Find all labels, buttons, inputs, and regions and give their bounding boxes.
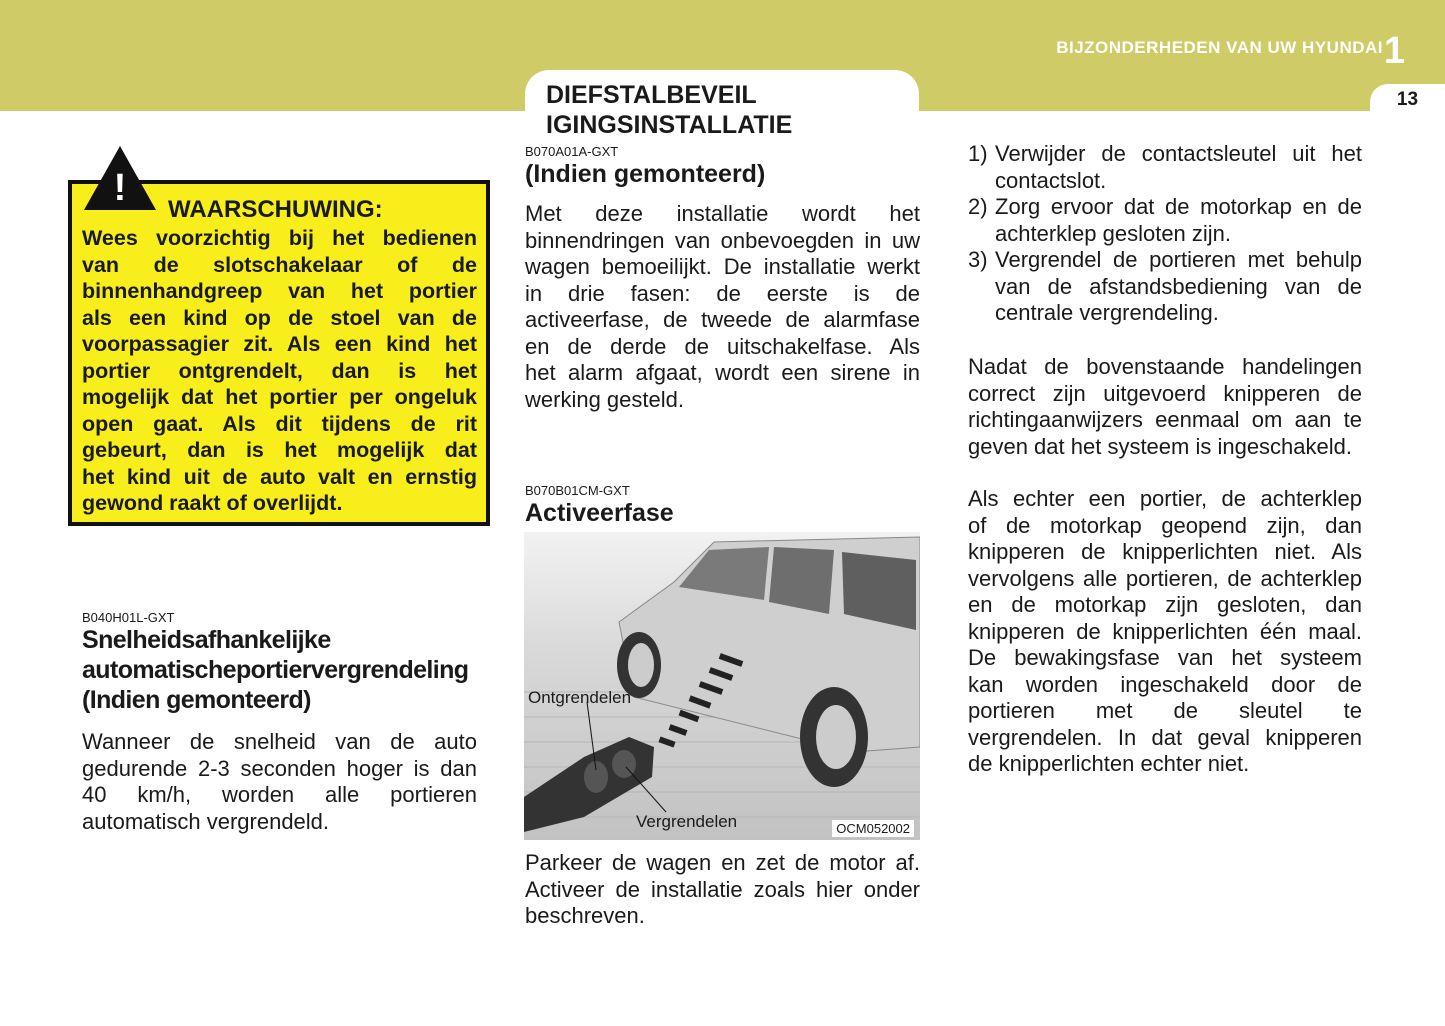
text-line: achterklep gesloten zijn. — [995, 220, 1232, 246]
list-number: 2) — [968, 194, 988, 219]
confirmation-text — [968, 354, 1362, 460]
text-line: portieren met de sleutel te — [968, 698, 1362, 723]
text-line: van de slotschakelaar of de — [82, 252, 477, 277]
text-line: Met deze installatie wordt het — [525, 201, 920, 226]
text-line: Parkeer de wagen en zet de motor af. — [525, 850, 920, 875]
text-line: Wanneer de snelheid van de auto — [82, 729, 477, 754]
list-number: 3) — [968, 247, 988, 272]
list-text — [995, 194, 1362, 247]
list-item — [968, 141, 1362, 194]
text-line: Zorg ervoor dat de motorkap en de — [995, 194, 1362, 219]
text-line: geven dat het systeem is ingeschakeld. — [968, 433, 1353, 459]
text-line: Verwijder de contactsleutel uit het — [995, 141, 1362, 166]
exception-text — [968, 486, 1362, 778]
text-line: de knipperlichten echter niet. — [968, 751, 1250, 776]
text-line: mogelijk dat het portier per ongeluk — [82, 385, 477, 409]
text-line: automatisch vergrendeld. — [82, 808, 330, 834]
installed-title: (Indien gemonteerd) — [525, 160, 766, 188]
section-code: B070A01A-GXT — [525, 144, 619, 159]
page-number: 13 — [1370, 84, 1445, 111]
title-line: (Indien gemonteerd) — [82, 686, 311, 714]
list-number: 1) — [968, 141, 988, 166]
text-line: Als echter een portier, de achterklep — [968, 486, 1362, 511]
section-code: B070B01CM-GXT — [525, 483, 630, 498]
speed-lock-text — [82, 729, 477, 835]
text-line: gewond raakt of overlijdt. — [82, 491, 343, 515]
text-line: of de motorkap geopend zijn, dan — [968, 512, 1362, 538]
text-line: knipperen de knipperlichten niet. Als — [968, 539, 1362, 564]
text-line: open gaat. Als dit tijdens de rit — [82, 411, 477, 436]
text-line: correct zijn uitgevoerd knipperen de — [968, 380, 1362, 406]
text-line: portier ontgrendelt, dan is het — [82, 358, 477, 383]
text-line: vervolgens alle portieren, de achterklep — [968, 565, 1362, 591]
text-line: activeerfase, de tweede de alarmfase — [525, 307, 920, 332]
text-line: Activeer de installatie zoals hier onder — [525, 876, 920, 902]
warning-title: WAARSCHUWING: — [168, 196, 383, 223]
title-line: automatischeportiervergrendeling — [82, 656, 469, 684]
text-line: Nadat de bovenstaande handelingen — [968, 354, 1362, 379]
list-text — [995, 141, 1362, 194]
text-line: van de afstandsbediening van de — [995, 273, 1362, 299]
text-line: en de motorkap zijn gesloten, dan — [968, 592, 1362, 617]
lock-label: Vergrendelen — [636, 812, 738, 831]
text-line: als een kind op de stoel van de — [82, 305, 477, 330]
text-line: en de derde de uitschakelfase. Als — [525, 333, 920, 359]
text-line: gedurende 2-3 seconden hoger is dan — [82, 755, 477, 781]
list-item — [968, 194, 1362, 247]
text-line: wagen bemoeilijkt. De installatie werkt — [525, 254, 920, 279]
remote-key-figure — [524, 532, 920, 840]
chapter-title: BIJZONDERHEDEN VAN UW HYUNDAI — [1056, 38, 1383, 57]
car-illustration — [524, 532, 920, 840]
text-line: richtingaanwijzers eenmaal om aan te — [968, 407, 1362, 432]
figure-reference: OCM052002 — [832, 820, 914, 837]
speed-lock-title — [82, 625, 468, 715]
title-line: Snelheidsafhankelijke — [82, 626, 331, 654]
activation-text — [525, 850, 920, 930]
text-line: Vergrendel de portieren met behulp — [995, 247, 1362, 272]
text-line: het kind uit de auto valt en ernstig — [82, 464, 477, 489]
text-line: binnendringen van onbevoegden in uw — [525, 227, 920, 253]
list-item — [968, 247, 1362, 327]
text-line: gebeurt, dan is het mogelijk dat — [82, 438, 477, 462]
text-line: Wees voorzichtig bij het bedienen — [82, 226, 477, 250]
installed-text — [525, 201, 920, 413]
warning-text — [82, 225, 477, 517]
warning-box — [68, 180, 490, 526]
text-line: vergrendelen. In dat geval knipperen — [968, 724, 1362, 750]
svg-text:!: ! — [113, 167, 127, 209]
activation-title: Activeerfase — [525, 499, 674, 527]
section-code: B040H01L-GXT — [82, 610, 175, 625]
text-line: het alarm afgaat, wordt een sirene in — [525, 360, 920, 385]
text-line: 40 km/h, worden alle portieren — [82, 782, 477, 807]
text-line: binnenhandgreep van het portier — [82, 279, 477, 303]
unlock-label: Ontgrendelen — [528, 688, 632, 707]
text-line: contactslot. — [995, 167, 1107, 193]
chapter-number: 1 — [1383, 30, 1405, 72]
text-line: centrale vergrendeling. — [995, 300, 1219, 325]
text-line: beschreven. — [525, 903, 645, 928]
section-title-line: DIEFSTALBEVEIL — [546, 81, 757, 109]
text-line: knipperen de knipperlichten één maal. — [968, 618, 1362, 644]
section-title — [546, 80, 792, 140]
text-line: De bewakingsfase van het systeem — [968, 645, 1362, 670]
text-line: kan worden ingeschakeld door de — [968, 671, 1362, 697]
text-line: werking gesteld. — [525, 386, 684, 412]
section-title-line: IGINGSINSTALLATIE — [546, 111, 793, 139]
text-line: voorpassagier zit. Als een kind het — [82, 332, 477, 356]
list-text — [995, 247, 1362, 327]
text-line: in drie fasen: de eerste is de — [525, 280, 920, 306]
warning-triangle-icon — [82, 144, 158, 212]
steps-list — [968, 141, 1362, 327]
